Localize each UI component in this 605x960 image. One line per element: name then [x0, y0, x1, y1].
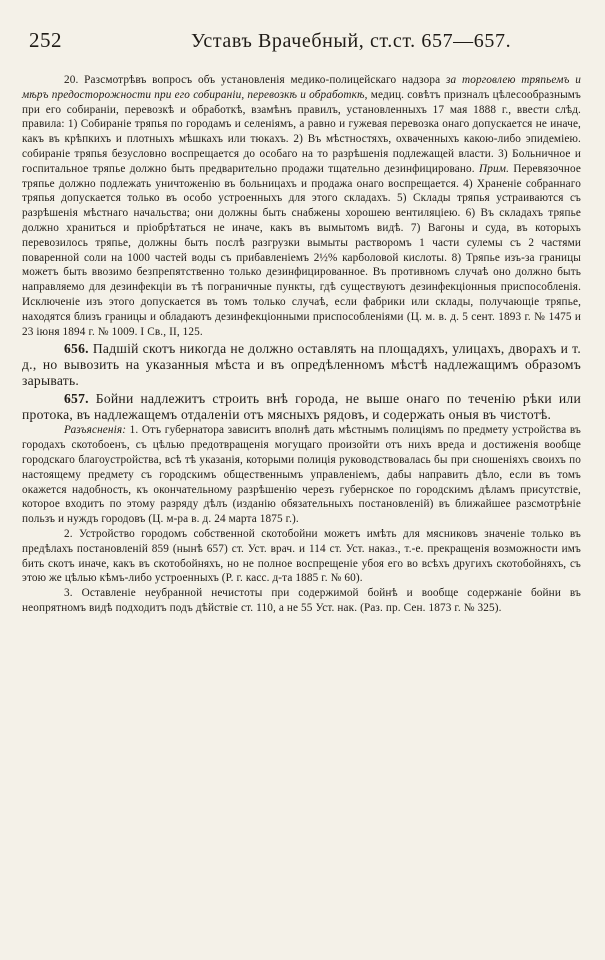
- clarification-1-text: 1. Отъ губернатора зависитъ вполнѣ дать мѣстнымъ полиціямъ по предмету устройства въ городахъ скотобоенъ, съ цѣлью предотвращенія могущаго произойти отъ нихъ вреда и достиженія вообще городскаго благоустройства, всѣ тѣ указанія, которыми полиція руководствовалась бы при сношеніяхъ своихъ по настоящему предмету съ городскимъ общественнымъ управленіемъ, дабы направить дѣло, если въ томъ окажется надобность, къ окончательному разрѣшенію черезъ губернское по городскимъ дѣламъ присутствіе, которое входитъ по этому разряду дѣлъ (изданію обязательныхъ постановленій) въ ближайшее разсмотрѣніе пользъ и нуждъ городовъ (Ц. м-ра в. д. 24 марта 1875 г.).: [22, 424, 581, 526]
- article-657-number: 657.: [64, 390, 89, 406]
- note-20-lead-italic: за торговлею тряпьемъ и мѣръ предосторожности при его собираніи, перевозкѣ и обработкѣ: [22, 74, 581, 101]
- note-20-prim-label: Прим.: [479, 162, 509, 175]
- clarification-1: [22, 423, 581, 527]
- article-656: [22, 341, 581, 388]
- note-20: [22, 73, 581, 339]
- note-20-lead: 20. Разсмотрѣвъ вопросъ объ установленія медико-полицейскаго надзора: [64, 74, 441, 86]
- clarification-3: 3. Оставленіе неубранной нечистоты при содержимой бойнѣ и вообще содержаніе бойни въ неопрятномъ видѣ подходитъ подъ дѣйствіе ст. 110, а не 55 Уст. нак. (Раз. пр. Сен. 1873 г. № 325).: [22, 587, 581, 614]
- article-657: [22, 391, 581, 423]
- page-header: [22, 28, 581, 53]
- clarification-2: 2. Устройство городомъ собственной скотобойни можетъ имѣть для мясниковъ значеніе только въ предѣлахъ постановленій 859 (нынѣ 657) ст. Уст. врач. и 114 ст. Уст. наказ., т.-е. прекращенія возможности имъ бить скотъ иначе, какъ въ скотобойняхъ, но не полное воспрещеніе убоя его во всѣхъ другихъ скотобойняхъ, съ этою же цѣлью кѣмъ-либо устроенныхъ (Р. г. касс. д-та 1885 г. № 60).: [22, 527, 581, 585]
- note-20-prim-text: Перевязочное тряпье должно подлежать уничтоженію въ больницахъ и продажа онаго воспрещается. 4) Храненіе собраннаго тряпья допускается только въ особо устроенныхъ для этого складахъ. 5) Склады тряпья устраиваются съ разрѣшенія мѣстнаго начальства; они должны быть снабжены хорошею вентиляціею. 6) Въ складахъ тряпье должно храниться и пріобрѣтаться не иначе, какъ въ вымытомъ видѣ. 7) Вагоны и суда, въ которыхъ перевозилось тряпье, должны быть послѣ разгрузки вымыты растворомъ 1 части сулемы съ 2 частями поваренной соли на 1000 частей воды съ прибавленіемъ 2½% карболовой кислоты. 8) Тряпье изъ-за границы можетъ быть ввозимо безпрепятственно только дезинфицированное. Въ противномъ случаѣ оно должно быть направляемо для дезинфекціи въ тѣ пограничные пункты, гдѣ существуютъ дезинфекціонныя приспособленія. Исключеніе изъ этого допускается въ томъ только случаѣ, если фабрики или склады, получающіе тряпье, находятся близъ границы и обладаютъ дезинфекціонными приспособленіями (Ц. м. в. д. 5 сент. 1893 г. № 1475 и 23 іюня 1894 г. № 1009. І Св., ІІ, 125.: [22, 162, 582, 338]
- article-657-text: Бойни надлежитъ строить внѣ города, не выше онаго по теченію рѣки или протока, въ надлежащемъ отдаленіи отъ мясныхъ рядовъ, и содержать оныя въ чистотѣ.: [22, 390, 581, 422]
- clarifications-label: Разъясненія:: [64, 424, 127, 437]
- article-656-text: Падшій скотъ никогда не должно оставлять на площадяхъ, улицахъ, дворахъ и т. д., но вывозить на указанныя мѣста и въ опредѣленномъ мѣстѣ надлежащимъ образомъ зарывать.: [22, 341, 581, 388]
- article-656-number: 656.: [64, 341, 89, 357]
- page-number: 252: [29, 28, 62, 52]
- note-20-text: , медиц. совѣтъ призналъ цѣлесообразнымъ при его собираніи, перевозкѣ и обработкѣ, взамѣнъ правилъ, установленныхъ 17 мая 1888 г., ввести слѣд. правила: 1) Собираніе тряпья по городамъ и селеніямъ, а равно и гужевая перевозка онаго допускается не иначе, какъ въ крѣпкихъ и плотныхъ мѣшкахъ или тюкахъ. 2) Въ мѣстностяхъ, охваченныхъ какою-либо эпидеміею. собираніе тряпья безусловно воспрещается до особаго на то разрѣшенія подлежащей власти. 3) Больничное и госпитальное тряпье должно быть предварительно продажи тщательно дезинфицировано.: [22, 88, 581, 175]
- running-title: Уставъ Врачебный, ст.ст. 657—657.: [191, 30, 512, 52]
